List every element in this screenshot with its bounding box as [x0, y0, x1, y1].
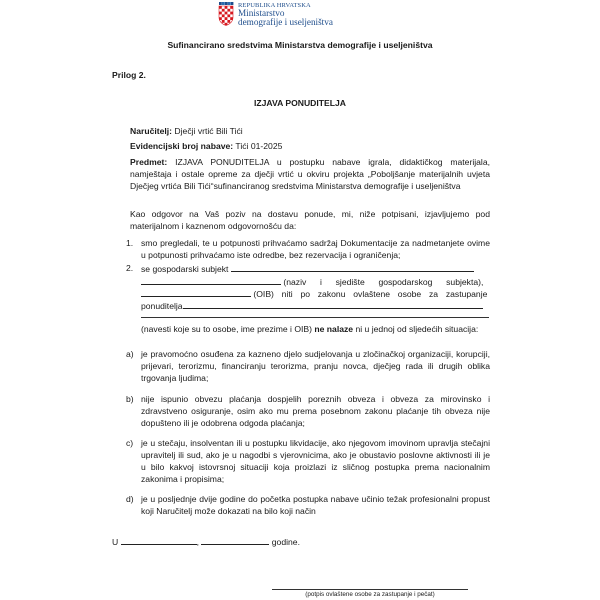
place-blank	[121, 535, 197, 545]
oib-blank	[141, 287, 251, 297]
croatian-coat-of-arms-icon	[218, 2, 234, 26]
subject-seat-blank	[141, 275, 281, 285]
item-2-persons-note: (navesti koje su to osobe, ime prezime i OIB)	[141, 324, 315, 334]
persons-blank-line	[141, 317, 489, 318]
client-line	[130, 125, 243, 137]
client-value: Dječji vrtić Bili Tići	[174, 126, 243, 136]
ministry-department-line: demografije i useljeništva	[238, 17, 333, 27]
sub-c-text: je u stečaju, insolventan ili u postupku likvidacije, ako njegovom imovinom upravlja stečajni upravitelj ili sud, ako je u nagodbi s vjerovnicima, ako je obustavio poslovne aktivnosti ili je u bilo kakvoj istovrsnoj situaciji koja proizlazi iz sličnog postupka prema nacionalnim zakonima i propisima;	[141, 438, 490, 484]
sub-b-label: b)	[126, 394, 134, 404]
item-1-number: 1.	[126, 238, 134, 248]
sub-b-text: nije ispunio obvezu plaćanja dospjelih poreznih obveza i obveza za mirovinsko i zdravstveno osiguranje, osim ako mu prema posebnom zakonu plaćanje tih obveza nije dopušteno ili je odobrena odgoda plaćanja;	[141, 394, 490, 428]
year-suffix: godine.	[271, 537, 300, 547]
intro-paragraph: Kao odgovor na Vaš poziv na dostavu ponude, mi, niže potpisani, izjavljujemo pod materijalnom i kaznenom odgovornošću da:	[130, 209, 490, 231]
sub-d-label: d)	[126, 494, 134, 504]
subject-text: IZJAVA PONUDITELJA u postupku nabave igrala, didaktičkog materijala, namještaja i ostale opreme za dječji vrtić u okviru projekta „Poboljšanje materijalnih uvjeta Dječjeg vrtića Bili Tići“sufinanciranog sredstvima Ministarstva demografije i useljeništva	[130, 157, 490, 191]
item-2-not-found: ne nalaze	[314, 324, 354, 334]
place-prefix: U	[112, 537, 119, 547]
funding-note: Sufinancirano sredstvima Ministarstva demografije i useljeništva	[167, 40, 433, 50]
item-2-oib-note: (OIB) niti po zakonu ovlaštene osobe za zastupanje	[253, 289, 488, 299]
date-blank	[201, 535, 269, 545]
evidence-label: Evidencijski broj nabave:	[130, 141, 234, 151]
item-2-situations-note: ni u jednoj od sljedećih situacija:	[353, 324, 479, 334]
ministry-name-line: Ministarstvo	[238, 8, 285, 18]
subject-label: Predmet:	[130, 157, 168, 167]
item-2-line-6	[141, 323, 501, 335]
sub-d-text: je u posljednje dvije godine do početka postupka nabave učinio težak profesionalni propust koji Naručitelj može dokazati na bilo koji način	[141, 494, 490, 516]
item-2-line-4	[141, 299, 490, 312]
item-2-number: 2.	[126, 263, 134, 273]
sub-a-text: je pravomoćno osuđena za kazneno djelo sudjelovanja u zločinačkoj organizaciji, korupciji, prijevari, terorizmu, financiranju terorizma, pranju novca, dječjeg rada ili drugih oblika trgovanja ljudima;	[141, 349, 490, 383]
evidence-value: Tići 01-2025	[235, 141, 283, 151]
subject-paragraph	[130, 156, 490, 192]
ministry-name	[238, 2, 333, 27]
attachment-label: Prilog 2.	[112, 70, 146, 80]
evidence-line	[130, 140, 282, 152]
item-2-subject-text: se gospodarski subjekt	[141, 264, 229, 274]
subject-name-blank	[231, 262, 474, 272]
bidder-blank	[183, 299, 483, 309]
signature-line	[272, 589, 468, 590]
sub-c-label: c)	[126, 438, 134, 448]
item-2-line-1	[141, 262, 490, 275]
place-date-line	[112, 535, 300, 548]
item-2-bidder-text: ponuditelja	[141, 301, 183, 311]
ministry-republic-line: REPUBLIKA HRVATSKA	[238, 2, 311, 9]
ministry-logo	[218, 2, 378, 32]
item-2-name-note: (naziv i sjedište gospodarskog subjekta),	[283, 277, 484, 287]
document-title: IZJAVA PONUDITELJA	[254, 98, 346, 108]
client-label: Naručitelj:	[130, 126, 173, 136]
sub-a-label: a)	[126, 349, 134, 359]
item-1-text: smo pregledali, te u potpunosti prihvaćamo sadržaj Dokumentacije za nadmetanjete ovime u potpunosti prihvaćamo iste odredbe, bez rezervacija i ograničenja;	[141, 238, 490, 260]
signature-caption: (potpis ovlaštene osobe za zastupanje i pečat)	[305, 591, 435, 598]
place-separator: ,	[196, 537, 199, 547]
